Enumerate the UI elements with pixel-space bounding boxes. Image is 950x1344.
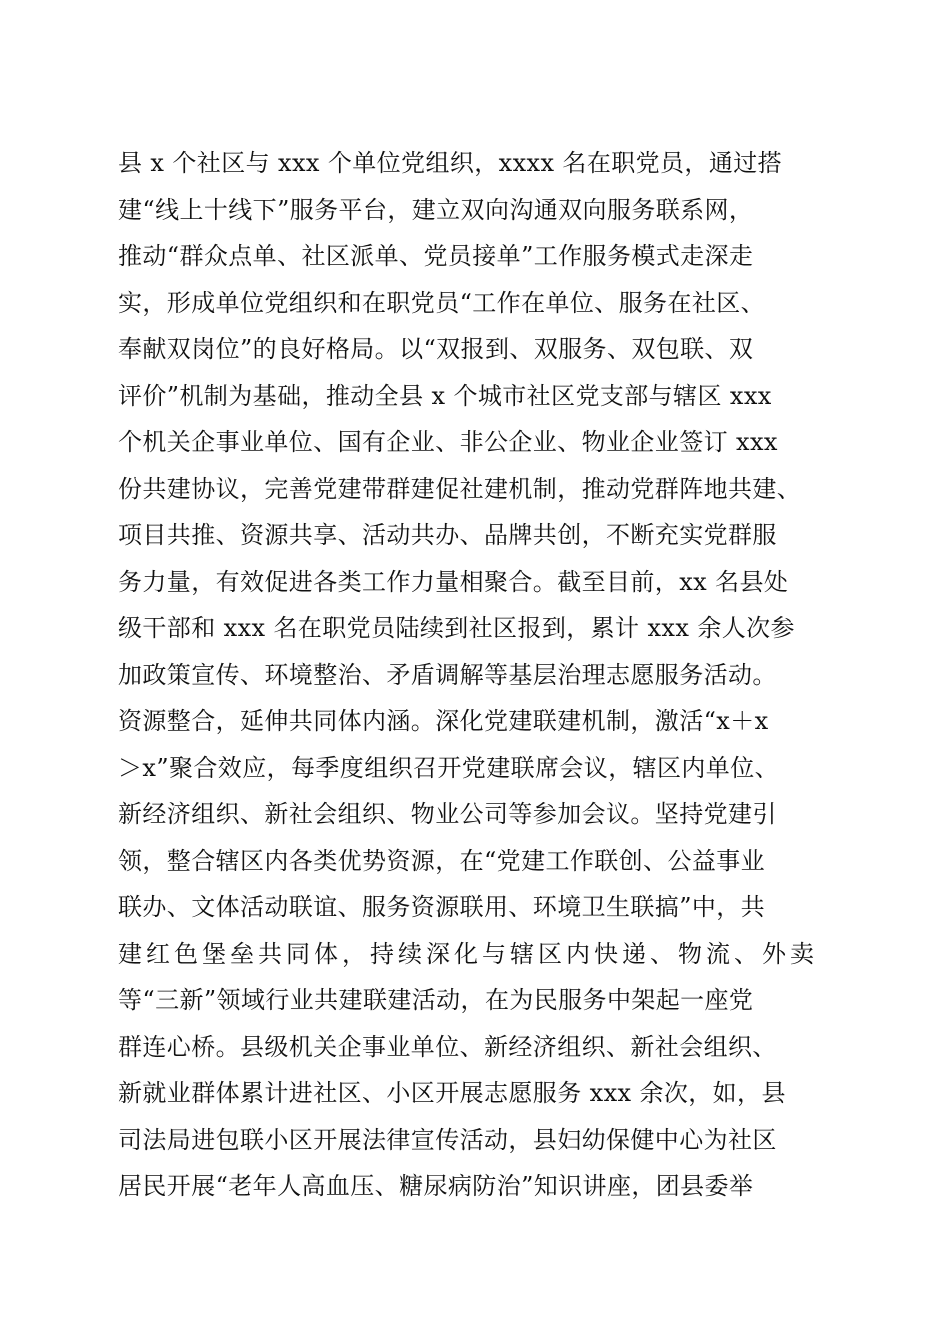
text-line: 领，整合辖区内各类优势资源，在“党建工作联创、公益事业 (118, 846, 766, 875)
text-line: 份共建协议，完善党建带群建促社建机制，推动党群阵地共建、 (118, 474, 802, 503)
text-line: 奉献双岗位”的良好格局。以“双报到、双服务、双包联、双 (118, 335, 754, 363)
text-line: 个机关企事业单位、国有企业、非公企业、物业企业签订 xxx (118, 428, 778, 456)
text-line: 项目共推、资源共享、活动共办、品牌共创，不断充实党群服 (118, 521, 777, 549)
text-line: 等“三新”领域行业共建联建活动，在为民服务中架起一座党 (118, 986, 754, 1014)
text-line: 推动“群众点单、社区派单、党员接单”工作服务模式走深走 (118, 242, 754, 270)
text-line: 群连心桥。县级机关企事业单位、新经济组织、新社会组织、 (118, 1032, 777, 1061)
text-line: 司法局进包联小区开展法律宣传活动，县妇幼保健中心为社区 (118, 1125, 777, 1154)
text-line: 居民开展“老年人高血压、糖尿病防治”知识讲座，团县委举 (118, 1172, 754, 1200)
text-line: 建红色堡垒共同体，持续深化与辖区内快递、物流、外卖 (118, 939, 818, 968)
text-line: 评价”机制为基础，推动全县 x 个城市社区党支部与辖区 xxx (118, 381, 772, 410)
text-line: 加政策宣传、环境整治、矛盾调解等基层治理志愿服务活动。 (118, 660, 777, 689)
text-line: 务力量，有效促进各类工作力量相聚合。截至目前，xx 名县处 (118, 567, 789, 596)
text-line: 新就业群体累计进社区、小区开展志愿服务 xxx 余次，如，县 (118, 1079, 786, 1107)
text-line: 建“线上十线下”服务平台，建立双向沟通双向服务联系网， (118, 195, 754, 224)
text-line: 新经济组织、新社会组织、物业公司等参加会议。坚持党建引 (118, 800, 777, 828)
body-text (118, 140, 838, 1210)
text-line: ＞x”聚合效应，每季度组织召开党建联席会议，辖区内单位、 (118, 753, 780, 782)
text-line: 级干部和 xxx 名在职党员陆续到社区报到，累计 xxx 余人次参 (118, 614, 795, 642)
text-line: 资源整合，延伸共同体内涵。深化党建联建机制，激活“x＋x (118, 707, 769, 735)
text-line: 县 x 个社区与 xxx 个单位党组织，xxxx 名在职党员，通过搭 (118, 149, 783, 177)
text-line: 联办、文体活动联谊、服务资源联用、环境卫生联搞”中，共 (118, 893, 766, 921)
text-line: 实，形成单位党组织和在职党员“工作在单位、服务在社区、 (118, 288, 766, 317)
